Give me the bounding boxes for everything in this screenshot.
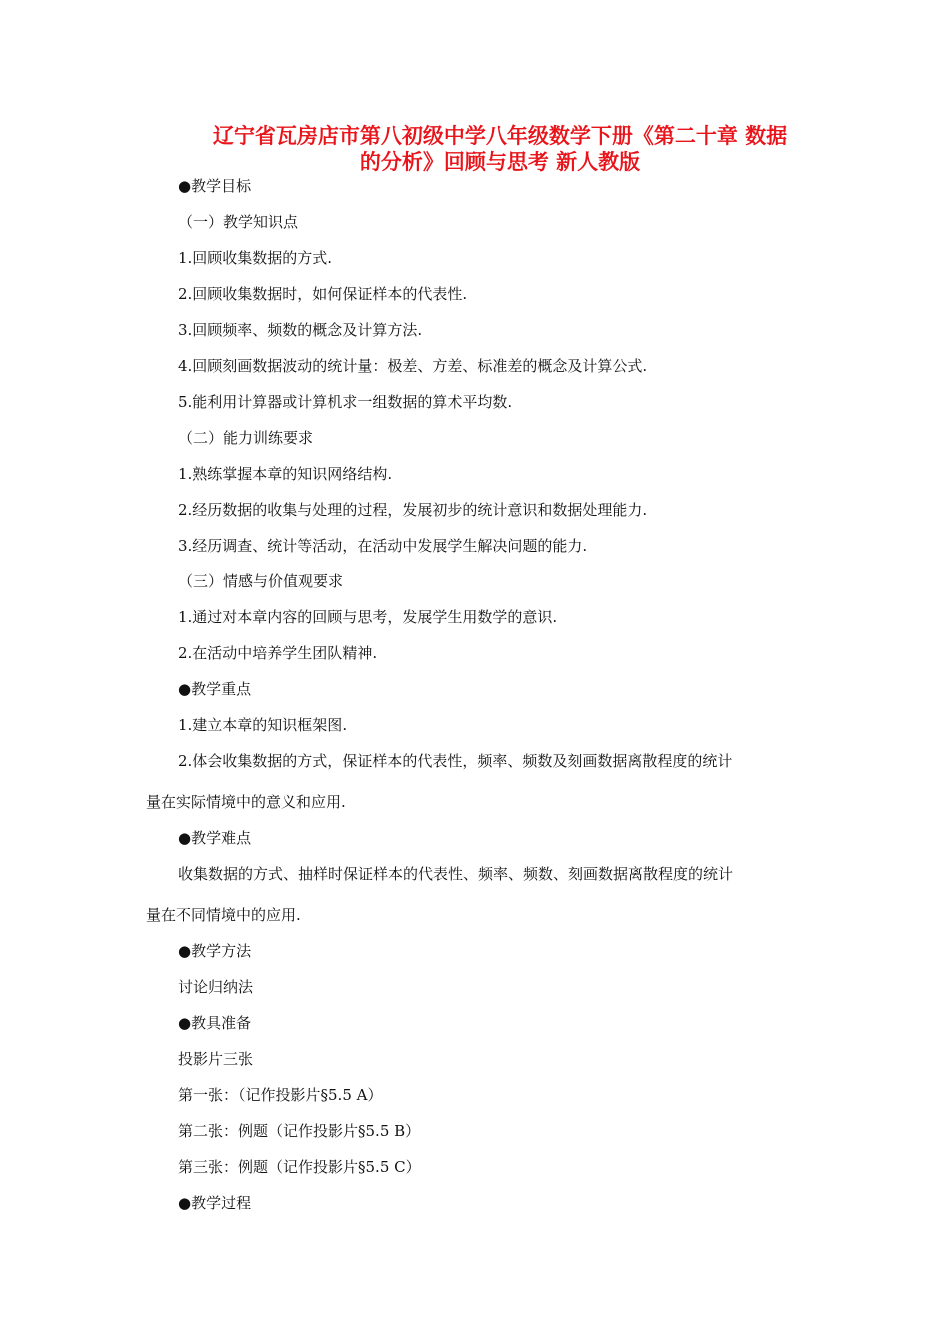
emotion-item-2: 2.在活动中培养学生团队精神. [178, 644, 378, 662]
difficulty-line-2: 量在不同情境中的应用. [146, 906, 301, 924]
knowledge-heading: （一）教学知识点 [178, 213, 299, 231]
key-item-2-continued: 量在实际情境中的意义和应用. [146, 793, 346, 811]
knowledge-item-5: 5.能利用计算器或计算机求一组数据的算术平均数. [178, 393, 513, 411]
tools-item-4: 第三张：例题（记作投影片§5.5 C） [178, 1158, 421, 1176]
goals-heading: ●教学目标 [178, 177, 252, 195]
emotion-item-1: 1.通过对本章内容的回顾与思考，发展学生用数学的意识. [178, 608, 558, 626]
document-title-line-1: 辽宁省瓦房店市第八初级中学八年级数学下册《第二十章 数据 [212, 124, 788, 148]
tools-item-3: 第二张：例题（记作投影片§5.5 B） [178, 1122, 421, 1140]
tools-heading: ●教具准备 [178, 1014, 252, 1032]
key-heading: ●教学重点 [178, 680, 252, 698]
knowledge-item-4: 4.回顾刻画数据波动的统计量：极差、方差、标准差的概念及计算公式. [178, 357, 648, 375]
method-text: 讨论归纳法 [178, 978, 254, 996]
knowledge-item-2: 2.回顾收集数据时，如何保证样本的代表性. [178, 285, 468, 303]
method-heading: ●教学方法 [178, 942, 252, 960]
tools-item-1: 投影片三张 [178, 1050, 254, 1068]
difficulty-line-1: 收集数据的方式、抽样时保证样本的代表性、频率、频数、刻画数据离散程度的统计 [178, 865, 734, 883]
document-title-line-2: 的分析》回顾与思考 新人教版 [359, 150, 641, 174]
key-item-2: 2.体会收集数据的方式，保证样本的代表性，频率、频数及刻画数据离散程度的统计 [178, 752, 733, 770]
difficulty-heading: ●教学难点 [178, 829, 252, 847]
ability-item-3: 3.经历调查、统计等活动，在活动中发展学生解决问题的能力. [178, 537, 588, 555]
knowledge-item-1: 1.回顾收集数据的方式. [178, 249, 333, 267]
key-item-1: 1.建立本章的知识框架图. [178, 716, 348, 734]
ability-item-2: 2.经历数据的收集与处理的过程，发展初步的统计意识和数据处理能力. [178, 501, 648, 519]
ability-heading: （二）能力训练要求 [178, 429, 314, 447]
emotion-heading: （三）情感与价值观要求 [178, 572, 344, 590]
ability-item-1: 1.熟练掌握本章的知识网络结构. [178, 465, 393, 483]
knowledge-item-3: 3.回顾频率、频数的概念及计算方法. [178, 321, 423, 339]
tools-item-2: 第一张：（记作投影片§5.5 A） [178, 1086, 383, 1104]
process-heading: ●教学过程 [178, 1194, 252, 1212]
